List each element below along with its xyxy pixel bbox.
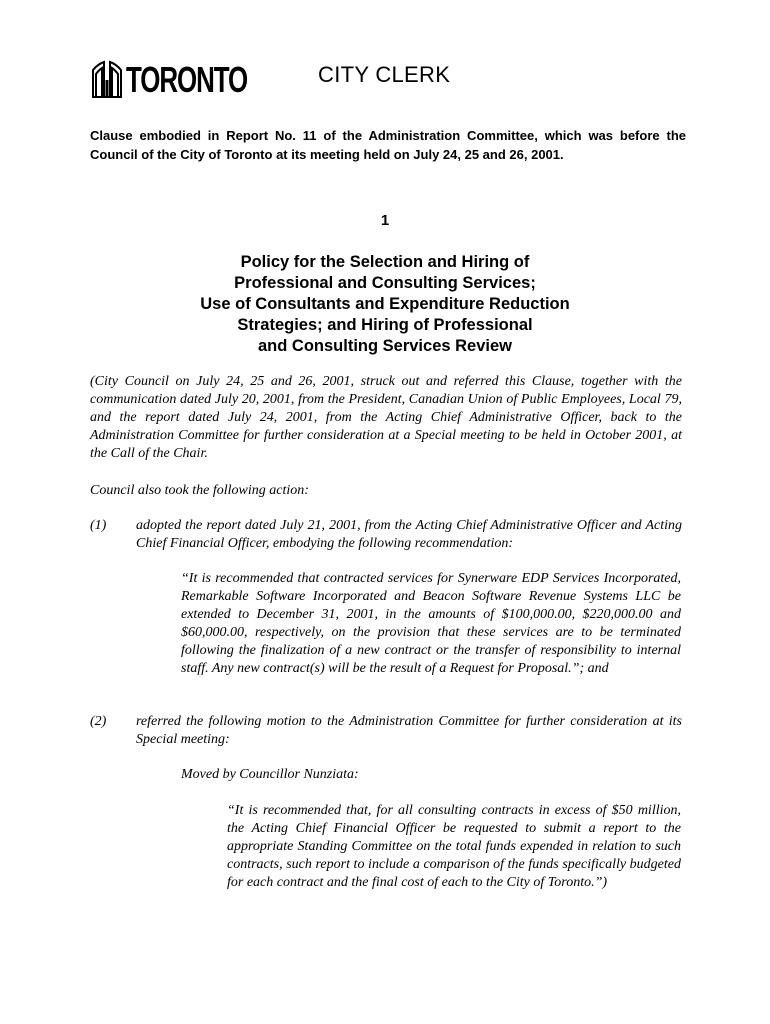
council-action-intro: Council also took the following action: [90,483,309,498]
title-line: Policy for the Selection and Hiring of [240,253,530,271]
council-note: (City Council on July 24, 25 and 26, 2001, struck out and referred this Clause, together with the communication dated July 20, 2001, from the President, Canadian Union of Public Employees, Local 79, and the report dated July 24, 2001, from the Acting Chief Administrative Officer, back to the Administration Committee for further consideration at a Special meeting to be held in October 2001, at the Call of the Chair. [90,374,682,461]
title-line: and Consulting Services Review [258,337,512,355]
action-text: adopted the report dated July 21, 2001, from the Acting Chief Administrative Officer and Acting Chief Financial Officer, embodying the following recommendation: [136,518,682,551]
clause-intro: Clause embodied in Report No. 11 of the Administration Committee, which was before the Council of the City of Toronto at its meeting held on July 24, 25 and 26, 2001. [90,128,686,162]
action-number: (1) [90,518,107,533]
action-text: referred the following motion to the Administration Committee for further consideration at its Special meeting: [136,714,682,747]
toronto-logo [90,46,294,98]
item-number: 1 [380,212,390,229]
motion-quote: “It is recommended that, for all consulting contracts in excess of $50 million, the Acting Chief Financial Officer be requested to submit a report to the appropriate Standing Committee on the total funds expended in relation to such contracts, such report to include a comparison of the funds specifically budgeted for each contract and the final cost of each to the City of Toronto.”) [227,803,681,890]
moved-by: Moved by Councillor Nunziata: [181,767,359,782]
title-line: Use of Consultants and Expenditure Reduction [200,295,570,313]
letterhead [90,44,690,100]
action-number: (2) [90,714,107,729]
title-line: Strategies; and Hiring of Professional [237,316,533,334]
logo-wordmark: TORONTO [126,59,248,100]
office-title: CITY CLERK [318,62,451,87]
title-line: Professional and Consulting Services; [234,274,536,292]
document-title [0,252,770,357]
city-hall-icon [90,56,124,98]
recommendation-quote: “It is recommended that contracted services for Synerware EDP Services Incorporated, Remarkable Software Incorporated and Beacon Software Revenue Systems LLC be extended to December 31, 2001, in the amounts of $100,000.00, $220,000.00 and $60,000.00, respectively, on the provision that these services are to be terminated following the finalization of a new contract or the transfer of responsibility to internal staff. Any new contract(s) will be the result of a Request for Proposal.”; and [181,571,681,676]
